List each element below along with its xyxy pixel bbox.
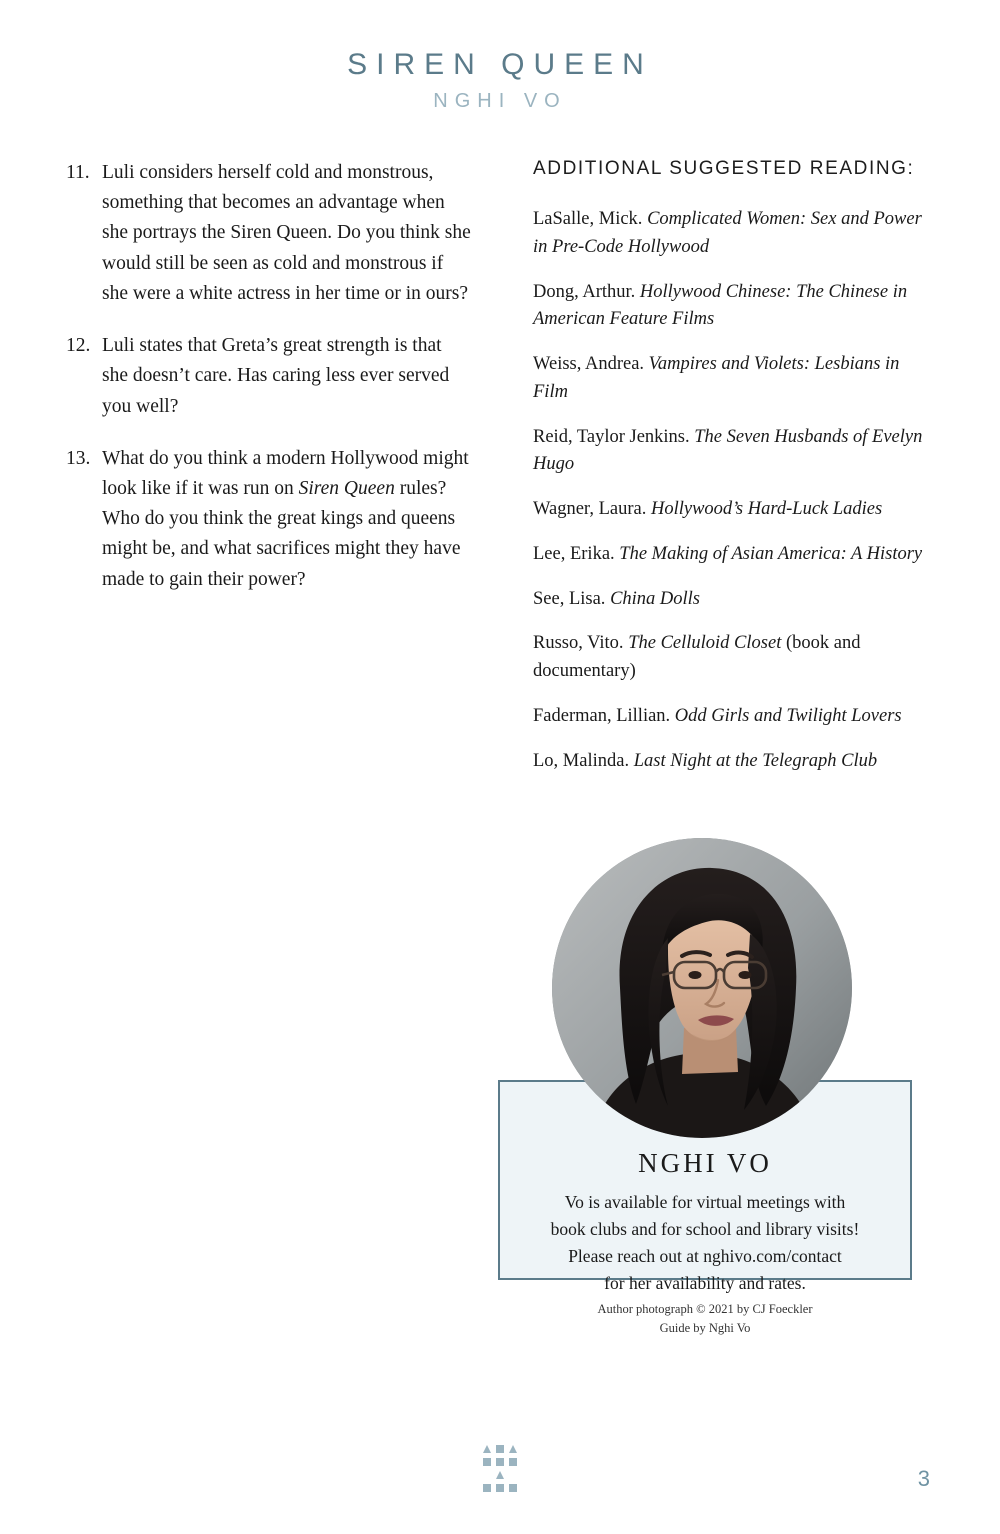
discussion-questions-column (66, 158, 471, 617)
suggested-reading-column (533, 158, 928, 792)
content-columns (0, 158, 1000, 792)
reading-list-item: Lee, Erika. The Making of Asian America: A History (533, 543, 923, 564)
suggested-reading-list (533, 206, 928, 775)
logo-cell-square (483, 1484, 491, 1492)
question-text: Luli considers herself cold and monstrous, something that becomes an advantage when she portrays the Siren Queen. Do you think she would still be seen as cold and monstrous if she were a white actress in her time or in ours? (102, 162, 471, 304)
author-card-name: NGHI VO (638, 1148, 772, 1178)
logo-cell-square (496, 1445, 504, 1453)
question-item (66, 331, 471, 422)
guide-credit: Guide by Nghi Vo (659, 1320, 751, 1335)
reading-list-item: Lo, Malinda. Last Night at the Telegraph Club (533, 750, 878, 771)
logo-cell-square (496, 1484, 504, 1492)
reading-list-item: Reid, Taylor Jenkins. The Seven Husbands of Evelyn Hugo (533, 426, 923, 475)
logo-cell-empty (509, 1471, 517, 1479)
question-item (66, 444, 471, 595)
question-text: Luli states that Greta’s great strength is that she doesn’t care. Has caring less ever served you well? (102, 335, 450, 417)
logo-cell-empty (483, 1471, 491, 1479)
logo-cell-square (509, 1484, 517, 1492)
reading-list-item: Russo, Vito. The Celluloid Closet (book and documentary) (533, 633, 861, 681)
logo-cell-square (509, 1458, 517, 1466)
publisher-logo (474, 1445, 526, 1492)
question-number: 13. (66, 447, 91, 469)
author-blurb-line: book clubs and for school and library visits! (550, 1219, 860, 1240)
tordotcom-logo-icon (474, 1445, 526, 1492)
logo-cell-square (483, 1458, 491, 1466)
reading-list-item: Weiss, Andrea. Vampires and Violets: Lesbians in Film (533, 354, 900, 402)
reading-list-item: LaSalle, Mick. Complicated Women: Sex and Power in Pre-Code Hollywood (533, 209, 922, 257)
reading-list-item: Wagner, Laura. Hollywood’s Hard-Luck Ladies (533, 499, 883, 519)
author-photo-illustration (552, 838, 852, 1138)
page-title: SIREN QUEEN (347, 48, 653, 81)
page-header (0, 0, 1000, 113)
question-number: 12. (66, 335, 91, 357)
logo-cell-square (496, 1458, 504, 1466)
photo-credit: Author photograph © 2021 by CJ Foeckler (597, 1302, 813, 1316)
credits-block (498, 1300, 912, 1338)
logo-cell-triangle (509, 1445, 517, 1453)
suggested-reading-heading: ADDITIONAL SUGGESTED READING: (533, 158, 915, 179)
question-text: What do you think a modern Hollywood might look like if it was run on Siren Queen rules? Who do you think the great kings and queens might be, and what sacrifices might they have made to gain their power? (102, 447, 469, 590)
author-portrait (552, 838, 852, 1138)
author-blurb-line: Vo is available for virtual meetings with (564, 1192, 846, 1212)
logo-cell-triangle (483, 1445, 491, 1453)
question-item (66, 158, 471, 309)
page-number: 3 (917, 1466, 930, 1491)
author-blurb-line: for her availability and rates. (604, 1273, 806, 1294)
book-author-name: NGHI VO (433, 90, 567, 112)
author-card-blurb (500, 1189, 910, 1298)
question-number: 11. (66, 162, 90, 183)
author-blurb-line: Please reach out at nghivo.com/contact (568, 1246, 842, 1267)
reading-list-item: Dong, Arthur. Hollywood Chinese: The Chinese in American Feature Films (533, 281, 908, 330)
logo-cell-triangle (496, 1471, 504, 1479)
reading-list-item: Faderman, Lillian. Odd Girls and Twilight Lovers (533, 705, 902, 726)
reading-list-item: See, Lisa. China Dolls (533, 588, 701, 609)
